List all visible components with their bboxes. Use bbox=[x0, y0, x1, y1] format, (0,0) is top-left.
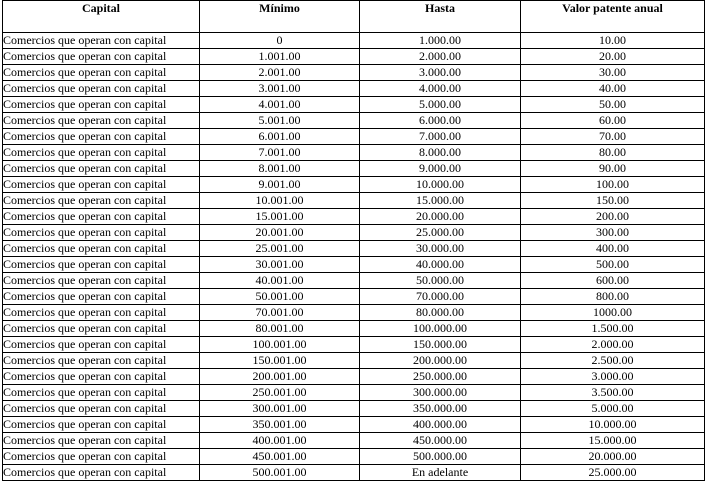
table-row bbox=[3, 465, 705, 481]
valor-cell: 50.00 bbox=[521, 97, 705, 113]
valor-cell: 3.500.00 bbox=[521, 385, 705, 401]
valor-cell: 15.000.00 bbox=[521, 433, 705, 449]
table-row bbox=[3, 81, 705, 97]
capital-cell: Comercios que operan con capital bbox=[3, 33, 200, 49]
hasta-cell: 40.000.00 bbox=[360, 257, 521, 273]
minimo-cell: 2.001.00 bbox=[200, 65, 360, 81]
capital-cell: Comercios que operan con capital bbox=[3, 289, 200, 305]
capital-cell: Comercios que operan con capital bbox=[3, 401, 200, 417]
valor-cell: 70.00 bbox=[521, 129, 705, 145]
capital-cell: Comercios que operan con capital bbox=[3, 353, 200, 369]
capital-cell: Comercios que operan con capital bbox=[3, 225, 200, 241]
capital-cell: Comercios que operan con capital bbox=[3, 49, 200, 65]
hasta-cell: 70.000.00 bbox=[360, 289, 521, 305]
header-valor-patente-anual: Valor patente anual bbox=[521, 1, 705, 33]
hasta-cell: 6.000.00 bbox=[360, 113, 521, 129]
hasta-cell: 7.000.00 bbox=[360, 129, 521, 145]
hasta-cell: 1.000.00 bbox=[360, 33, 521, 49]
valor-cell: 30.00 bbox=[521, 65, 705, 81]
valor-cell: 40.00 bbox=[521, 81, 705, 97]
valor-cell: 100.00 bbox=[521, 177, 705, 193]
table-row bbox=[3, 225, 705, 241]
minimo-cell: 25.001.00 bbox=[200, 241, 360, 257]
valor-cell: 60.00 bbox=[521, 113, 705, 129]
capital-cell: Comercios que operan con capital bbox=[3, 449, 200, 465]
minimo-cell: 50.001.00 bbox=[200, 289, 360, 305]
capital-cell: Comercios que operan con capital bbox=[3, 465, 200, 481]
hasta-cell: 400.000.00 bbox=[360, 417, 521, 433]
valor-cell: 3.000.00 bbox=[521, 369, 705, 385]
minimo-cell: 450.001.00 bbox=[200, 449, 360, 465]
hasta-cell: 2.000.00 bbox=[360, 49, 521, 65]
header-capital: Capital bbox=[3, 1, 200, 33]
table-row bbox=[3, 417, 705, 433]
hasta-cell: 10.000.00 bbox=[360, 177, 521, 193]
patent-fee-table bbox=[2, 0, 705, 481]
capital-cell: Comercios que operan con capital bbox=[3, 193, 200, 209]
capital-cell: Comercios que operan con capital bbox=[3, 65, 200, 81]
minimo-cell: 500.001.00 bbox=[200, 465, 360, 481]
hasta-cell: En adelante bbox=[360, 465, 521, 481]
minimo-cell: 30.001.00 bbox=[200, 257, 360, 273]
valor-cell: 400.00 bbox=[521, 241, 705, 257]
hasta-cell: 15.000.00 bbox=[360, 193, 521, 209]
capital-cell: Comercios que operan con capital bbox=[3, 257, 200, 273]
valor-cell: 1000.00 bbox=[521, 305, 705, 321]
capital-cell: Comercios que operan con capital bbox=[3, 369, 200, 385]
table-row bbox=[3, 401, 705, 417]
minimo-cell: 20.001.00 bbox=[200, 225, 360, 241]
valor-cell: 600.00 bbox=[521, 273, 705, 289]
minimo-cell: 400.001.00 bbox=[200, 433, 360, 449]
valor-cell: 90.00 bbox=[521, 161, 705, 177]
capital-cell: Comercios que operan con capital bbox=[3, 113, 200, 129]
minimo-cell: 80.001.00 bbox=[200, 321, 360, 337]
table-row bbox=[3, 97, 705, 113]
table-row bbox=[3, 241, 705, 257]
hasta-cell: 25.000.00 bbox=[360, 225, 521, 241]
minimo-cell: 250.001.00 bbox=[200, 385, 360, 401]
table-row bbox=[3, 129, 705, 145]
hasta-cell: 450.000.00 bbox=[360, 433, 521, 449]
header-minimo: Mínimo bbox=[200, 1, 360, 33]
capital-cell: Comercios que operan con capital bbox=[3, 177, 200, 193]
valor-cell: 150.00 bbox=[521, 193, 705, 209]
capital-cell: Comercios que operan con capital bbox=[3, 273, 200, 289]
minimo-cell: 150.001.00 bbox=[200, 353, 360, 369]
hasta-cell: 300.000.00 bbox=[360, 385, 521, 401]
table-row bbox=[3, 321, 705, 337]
minimo-cell: 5.001.00 bbox=[200, 113, 360, 129]
minimo-cell: 200.001.00 bbox=[200, 369, 360, 385]
capital-cell: Comercios que operan con capital bbox=[3, 337, 200, 353]
table-row bbox=[3, 433, 705, 449]
table-row bbox=[3, 305, 705, 321]
hasta-cell: 80.000.00 bbox=[360, 305, 521, 321]
hasta-cell: 4.000.00 bbox=[360, 81, 521, 97]
table-row bbox=[3, 449, 705, 465]
minimo-cell: 15.001.00 bbox=[200, 209, 360, 225]
valor-cell: 500.00 bbox=[521, 257, 705, 273]
hasta-cell: 9.000.00 bbox=[360, 161, 521, 177]
table-row bbox=[3, 385, 705, 401]
table-row bbox=[3, 273, 705, 289]
capital-cell: Comercios que operan con capital bbox=[3, 417, 200, 433]
table-row bbox=[3, 65, 705, 81]
minimo-cell: 3.001.00 bbox=[200, 81, 360, 97]
hasta-cell: 500.000.00 bbox=[360, 449, 521, 465]
valor-cell: 5.000.00 bbox=[521, 401, 705, 417]
valor-cell: 10.000.00 bbox=[521, 417, 705, 433]
valor-cell: 20.000.00 bbox=[521, 449, 705, 465]
table-row bbox=[3, 177, 705, 193]
valor-cell: 10.00 bbox=[521, 33, 705, 49]
capital-cell: Comercios que operan con capital bbox=[3, 385, 200, 401]
table-row bbox=[3, 145, 705, 161]
table-body bbox=[3, 33, 705, 481]
table-row bbox=[3, 193, 705, 209]
capital-cell: Comercios que operan con capital bbox=[3, 209, 200, 225]
hasta-cell: 250.000.00 bbox=[360, 369, 521, 385]
capital-cell: Comercios que operan con capital bbox=[3, 321, 200, 337]
minimo-cell: 0 bbox=[200, 33, 360, 49]
valor-cell: 300.00 bbox=[521, 225, 705, 241]
table-row bbox=[3, 209, 705, 225]
valor-cell: 20.00 bbox=[521, 49, 705, 65]
minimo-cell: 8.001.00 bbox=[200, 161, 360, 177]
table-row bbox=[3, 161, 705, 177]
minimo-cell: 6.001.00 bbox=[200, 129, 360, 145]
minimo-cell: 300.001.00 bbox=[200, 401, 360, 417]
table-row bbox=[3, 33, 705, 49]
minimo-cell: 7.001.00 bbox=[200, 145, 360, 161]
hasta-cell: 30.000.00 bbox=[360, 241, 521, 257]
minimo-cell: 10.001.00 bbox=[200, 193, 360, 209]
capital-cell: Comercios que operan con capital bbox=[3, 129, 200, 145]
capital-cell: Comercios que operan con capital bbox=[3, 81, 200, 97]
table-row bbox=[3, 369, 705, 385]
capital-cell: Comercios que operan con capital bbox=[3, 145, 200, 161]
valor-cell: 800.00 bbox=[521, 289, 705, 305]
minimo-cell: 70.001.00 bbox=[200, 305, 360, 321]
hasta-cell: 50.000.00 bbox=[360, 273, 521, 289]
hasta-cell: 200.000.00 bbox=[360, 353, 521, 369]
minimo-cell: 350.001.00 bbox=[200, 417, 360, 433]
header-hasta: Hasta bbox=[360, 1, 521, 33]
valor-cell: 25.000.00 bbox=[521, 465, 705, 481]
hasta-cell: 8.000.00 bbox=[360, 145, 521, 161]
hasta-cell: 100.000.00 bbox=[360, 321, 521, 337]
hasta-cell: 3.000.00 bbox=[360, 65, 521, 81]
table-row bbox=[3, 289, 705, 305]
valor-cell: 2.500.00 bbox=[521, 353, 705, 369]
minimo-cell: 4.001.00 bbox=[200, 97, 360, 113]
capital-cell: Comercios que operan con capital bbox=[3, 433, 200, 449]
table-row bbox=[3, 113, 705, 129]
minimo-cell: 1.001.00 bbox=[200, 49, 360, 65]
valor-cell: 1.500.00 bbox=[521, 321, 705, 337]
capital-cell: Comercios que operan con capital bbox=[3, 97, 200, 113]
hasta-cell: 5.000.00 bbox=[360, 97, 521, 113]
minimo-cell: 9.001.00 bbox=[200, 177, 360, 193]
capital-cell: Comercios que operan con capital bbox=[3, 161, 200, 177]
table-row bbox=[3, 257, 705, 273]
hasta-cell: 150.000.00 bbox=[360, 337, 521, 353]
minimo-cell: 100.001.00 bbox=[200, 337, 360, 353]
hasta-cell: 20.000.00 bbox=[360, 209, 521, 225]
hasta-cell: 350.000.00 bbox=[360, 401, 521, 417]
minimo-cell: 40.001.00 bbox=[200, 273, 360, 289]
table-header-row bbox=[3, 1, 705, 33]
valor-cell: 2.000.00 bbox=[521, 337, 705, 353]
table-row bbox=[3, 49, 705, 65]
table-row bbox=[3, 353, 705, 369]
valor-cell: 80.00 bbox=[521, 145, 705, 161]
table-row bbox=[3, 337, 705, 353]
capital-cell: Comercios que operan con capital bbox=[3, 305, 200, 321]
capital-cell: Comercios que operan con capital bbox=[3, 241, 200, 257]
valor-cell: 200.00 bbox=[521, 209, 705, 225]
